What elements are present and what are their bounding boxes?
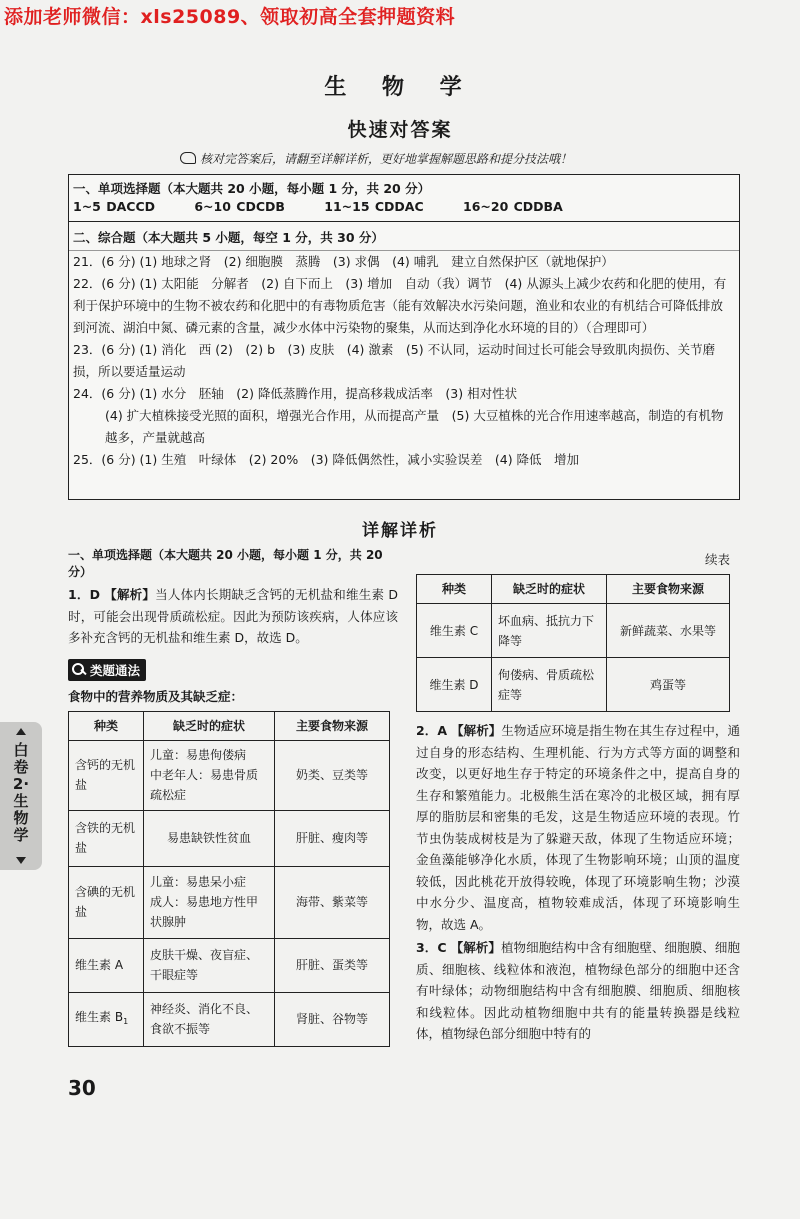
triangle-down-icon <box>16 857 26 864</box>
continued-nutrient-table <box>416 574 730 712</box>
detail-section-title: 详解详析 <box>362 521 438 541</box>
answer-q21: 21．(6 分) (1) 地球之肾 (2) 细胞膜 蒸腾 (3) 求偶 (4) 哺乳 建立自然保护区（就地保护） <box>73 254 614 269</box>
cell-source: 新鲜蔬菜、水果等 <box>607 604 730 658</box>
triangle-up-icon <box>16 728 26 735</box>
table-header-row <box>69 711 390 740</box>
cell-source: 奶类、豆类等 <box>275 740 390 810</box>
key-icon <box>72 663 84 675</box>
cell-source: 海带、紫菜等 <box>275 866 390 938</box>
nutrient-table-title: 食物中的营养物质及其缺乏症： <box>68 688 244 704</box>
cell-kind: 含碘的无机盐 <box>69 866 144 938</box>
cell-symptom: 儿童：易患佝偻病 中老年人：易患骨质疏松症 <box>144 740 275 810</box>
table-row <box>69 740 390 810</box>
cell-kind: 含钙的无机盐 <box>69 740 144 810</box>
explanation-q1 <box>68 584 398 649</box>
quick-answer-box <box>68 174 740 500</box>
comprehensive-section-header: 二、综合题（本大题共 5 小题，每空 1 分，共 30 分） <box>73 230 384 245</box>
cell-kind <box>69 992 144 1046</box>
tip-line <box>180 150 572 167</box>
table-row <box>69 810 390 866</box>
q3-answer: 3．C <box>416 940 447 955</box>
page-title: 生 物 学 <box>324 75 476 100</box>
cell-kind: 维生素 C <box>417 604 492 658</box>
header-kind: 种类 <box>417 575 492 604</box>
table-row <box>417 658 730 712</box>
cell-kind: 维生素 A <box>69 938 144 992</box>
answer-q22: 22．(6 分) (1) 太阳能 分解者 (2) 自下而上 (3) 增加 自动（我）调节 (4) 从源头上减少农药和化肥的使用，有利于保护环境中的生物不被农药和化肥中的有毒物质危害（能有效解决水污染问题，渔业和农业的有机结合可降低排放到河流、湖泊中氮、磷元素的含量，减少水体中污染物的聚集，从而达到净化水环境的目的）（合理即可） <box>73 276 727 335</box>
answer-q25: 25．(6 分) (1) 生殖 叶绿体 (2) 20% (3) 降低偶然性，减小实验误差 (4) 降低 增加 <box>73 452 580 467</box>
mc-answer-group: 16~20 CDDBA <box>463 199 563 214</box>
header-source: 主要食物来源 <box>275 711 390 740</box>
table-row <box>69 938 390 992</box>
explanation-q3 <box>416 937 740 1045</box>
cell-source: 肝脏、瘦肉等 <box>275 810 390 866</box>
header-symptom: 缺乏时的症状 <box>144 711 275 740</box>
watermark-banner: 添加老师微信：xls25089、领取初高全套押题资料 <box>4 6 456 28</box>
answer-q24: 24．(6 分) (1) 水分 胚轴 (2) 降低蒸腾作用，提高移栽成活率 (3) 相对性状 <box>73 386 518 401</box>
mc-answer-row <box>69 197 739 221</box>
cell-symptom: 神经炎、消化不良、食欲不振等 <box>144 992 275 1046</box>
continued-table-label: 续表 <box>704 552 730 567</box>
cell-source: 鸡蛋等 <box>607 658 730 712</box>
q1-text: 当人体内长期缺乏含钙的无机盐和维生素 D 时，可能会出现骨质疏松症。因此为预防该疾病，人体应该多补充含钙的无机盐和维生素 D，故选 D。 <box>68 587 398 645</box>
cell-symptom: 易患缺铁性贫血 <box>144 810 275 866</box>
answer-q23: 23．(6 分) (1) 消化 西 (2) (2) b (3) 皮肤 (4) 激素 (5) 不认同，运动时间过长可能会导致肌肉损伤、关节磨损，所以要适量运动 <box>73 342 716 379</box>
mc-answer-group: 11~15 CDDAC <box>324 199 424 214</box>
cell-source: 肝脏、蛋类等 <box>275 938 390 992</box>
answer-q24-continued: (4) 扩大植株接受光照的面积，增强光合作用，从而提高产量 (5) 大豆植株的光合作用速率越高，制造的有机物越多，产量就越高 <box>105 408 724 445</box>
cell-symptom: 坏血病、抵抗力下降等 <box>492 604 607 658</box>
q1-analysis-tag: 【解析】 <box>104 587 156 602</box>
q3-analysis-tag: 【解析】 <box>450 940 501 955</box>
mc-section-header: 一、单项选择题（本大题共 20 小题，每小题 1 分，共 20 分） <box>73 181 431 196</box>
table-row <box>417 604 730 658</box>
right-column <box>416 546 740 1045</box>
cell-symptom: 皮肤干燥、夜盲症、干眼症等 <box>144 938 275 992</box>
cell-source: 肾脏、谷物等 <box>275 992 390 1046</box>
mc-answer-group: 6~10 CDCDB <box>194 199 285 214</box>
side-tab <box>0 722 42 870</box>
q2-answer: 2．A <box>416 723 448 738</box>
cell-kind: 维生素 D <box>417 658 492 712</box>
q2-text: 生物适应环境是指生物在其生存过程中，通过自身的形态结构、生理机能、行为方式等方面的调整和改变，以更好地生存于特定的环境条件之中，提高自身的生存和繁殖能力。北极熊生活在寒冷的北极区域，拥有厚厚的脂肪层和密集的毛发，这是生物适应环境的表现。竹节虫伪装成树枝是为了躲避天敌，体现了生物适应环境；金鱼藻能够净化水质，体现了生物影响环境；山顶的温度较低，因此桃花开放得较晚，体现了环境影响生物；沙漠中水分少、温度高，植物较难成活，体现了环境影响生物，故选 A。 <box>416 723 740 932</box>
cell-symptom: 佝偻病、骨质疏松症等 <box>492 658 607 712</box>
header-kind: 种类 <box>69 711 144 740</box>
cell-kind: 含铁的无机盐 <box>69 810 144 866</box>
method-tag-row <box>68 659 398 681</box>
cell-kind-text: 维生素 B <box>75 1009 124 1024</box>
mc-answer-group: 1~5 DACCD <box>73 199 155 214</box>
tip-text: 核对完答案后，请翻至详解详析，更好地掌握解题思路和提分技法哦！ <box>200 152 573 166</box>
header-symptom: 缺乏时的症状 <box>492 575 607 604</box>
explanation-q2 <box>416 720 740 935</box>
method-tag <box>68 659 146 681</box>
nutrient-table <box>68 711 390 1047</box>
method-tag-label: 类题通法 <box>90 662 141 678</box>
table-row <box>69 992 390 1046</box>
detail-mc-header: 一、单项选择题（本大题共 20 小题，每小题 1 分，共 20 分） <box>68 548 383 579</box>
pointing-hand-icon <box>180 152 196 164</box>
cell-symptom: 儿童：易患呆小症 成人：易患地方性甲状腺肿 <box>144 866 275 938</box>
side-tab-label: 白卷2·生物学 <box>12 741 30 844</box>
q3-text: 植物细胞结构中含有细胞壁、细胞膜、细胞质、细胞核、线粒体和液泡，植物绿色部分的细胞中还含有叶绿体；动物细胞结构中含有细胞膜、细胞质、细胞核和线粒体。因此动植物细胞中共有的能量转换器是线粒体，植物绿色部分细胞中特有的 <box>416 940 740 1041</box>
q1-answer: 1．D <box>68 587 101 602</box>
header-source: 主要食物来源 <box>607 575 730 604</box>
q2-analysis-tag: 【解析】 <box>451 723 502 738</box>
table-row <box>69 866 390 938</box>
table-header-row <box>417 575 730 604</box>
cell-kind-subscript: 1 <box>123 1016 129 1026</box>
page-number: 30 <box>68 1076 96 1100</box>
quick-answer-title: 快速对答案 <box>347 119 453 141</box>
left-column <box>68 546 398 1047</box>
